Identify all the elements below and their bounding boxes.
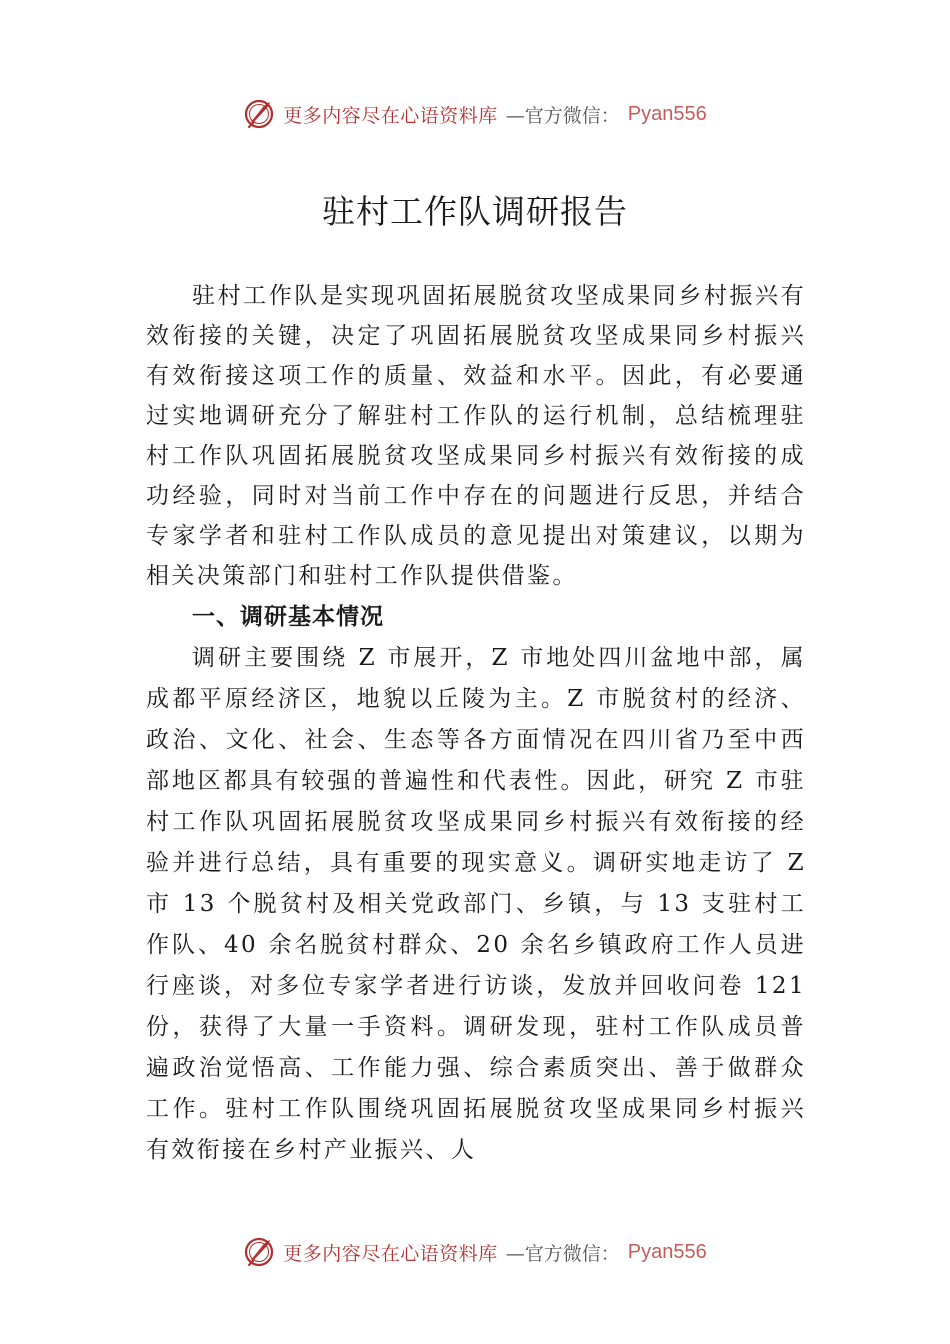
section-paragraph: 调研主要围绕 Z 市展开，Z 市地处四川盆地中部，属成都平原经济区，地貌以丘陵为主。Z 市脱贫村的经济、政治、文化、社会、生态等各方面情况在四川省乃至中西部地区都具有较强的普遍性和代表性。因此，研究 Z 市驻村工作队巩固拓展脱贫攻坚成果同乡村振兴有效衔接的经验并进行总结，具有重要的现实意义。调研实地走访了 Z 市 13 个脱贫村及相关党政部门、乡镇，与 13 支驻村工作队、40 余名脱贫村群众、20 余名乡镇政府工作人员进行座谈，对多位专家学者进行访谈，发放并回收问卷 121 份，获得了大量一手资料。调研发现，驻村工作队成员普遍政治觉悟高、工作能力强、综合素质突出、善于做群众工作。驻村工作队围绕巩固拓展脱贫攻坚成果同乡村振兴有效衔接在乡村产业振兴、人	[146, 645, 806, 1163]
document-body	[146, 276, 806, 1171]
watermark-text: 更多内容尽在心语资料库	[283, 1242, 498, 1265]
watermark-footer	[0, 1232, 950, 1272]
intro-paragraph: 驻村工作队是实现巩固拓展脱贫攻坚成果同乡村振兴有效衔接的关键，决定了巩固拓展脱贫攻坚成果同乡村振兴有效衔接这项工作的质量、效益和水平。因此，有必要通过实地调研充分了解驻村工作队的运行机制，总结梳理驻村工作队巩固拓展脱贫攻坚成果同乡村振兴有效衔接的成功经验，同时对当前工作中存在的问题进行反思，并结合专家学者和驻村工作队成员的意见提出对策建议，以期为相关决策部门和驻村工作队提供借鉴。	[146, 283, 806, 589]
watermark-separator: —官方微信：	[505, 1242, 620, 1265]
watermark-separator: —官方微信：	[505, 104, 620, 127]
quill-pen-icon	[243, 1236, 275, 1268]
watermark-text: 更多内容尽在心语资料库	[283, 104, 498, 127]
watermark-wechat-id: Pyan556	[627, 102, 707, 125]
watermark-wechat-id: Pyan556	[627, 1240, 707, 1263]
document-title: 驻村工作队调研报告	[322, 192, 628, 231]
quill-pen-icon	[243, 98, 275, 130]
section-heading: 一、调研基本情况	[192, 603, 384, 630]
watermark-header	[0, 94, 950, 134]
